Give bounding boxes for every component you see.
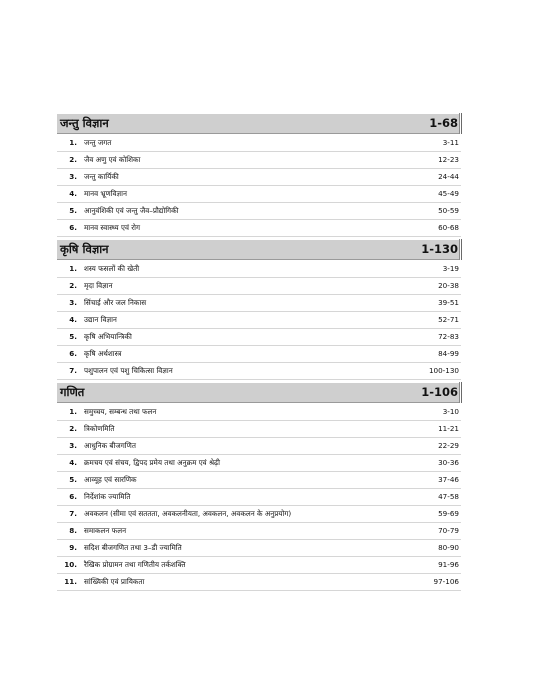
section-tab-marker [459,382,463,403]
toc-entry[interactable] [57,203,461,220]
entry-pages: 84-99 [438,349,459,358]
entry-title: त्रिकोणमिति [84,424,115,433]
entry-number: 5. [69,475,77,484]
section-header [57,383,461,403]
entry-pages: 72-83 [438,332,459,341]
toc-entry[interactable] [57,523,461,540]
toc-entry[interactable] [57,557,461,574]
entry-pages: 50-59 [438,206,459,215]
entry-title: कृषि अर्थशास्त्र [84,349,122,358]
entry-title: निर्देशांक ज्यामिति [84,492,131,501]
toc-entry[interactable] [57,438,461,455]
toc-entry[interactable] [57,312,461,329]
toc-section-zoology [57,114,461,237]
toc-entry[interactable] [57,346,461,363]
entry-title: सांख्यिकी एवं प्रायिकता [84,577,145,586]
entry-title: सिंचाई और जल निकास [84,298,147,307]
entry-title: जन्तु जगत [84,138,112,147]
toc-entry[interactable] [57,295,461,312]
entry-pages: 70-79 [438,526,459,535]
entry-number: 4. [69,458,77,467]
entry-pages: 60-68 [438,223,459,232]
entry-number: 2. [69,424,77,433]
section-header [57,114,461,134]
entry-number: 1. [69,138,77,147]
entry-number: 6. [69,492,77,501]
entry-number: 3. [69,298,77,307]
entry-pages: 12-23 [438,155,459,164]
section-page-range: 1-106 [421,385,458,399]
toc-entry[interactable] [57,574,461,591]
entry-title: शस्य फसलों की खेती [84,264,140,273]
toc-entry[interactable] [57,363,461,380]
entry-pages: 91-96 [438,560,459,569]
toc-entry[interactable] [57,540,461,557]
toc-section-mathematics [57,383,461,591]
entry-pages: 30-36 [438,458,459,467]
entry-number: 1. [69,407,77,416]
entry-pages: 3-10 [442,407,459,416]
entry-number: 7. [69,509,77,518]
entry-title: क्रमचय एवं संचय, द्विपद प्रमेय तथा अनुक्रम एवं श्रेढ़ी [84,458,220,467]
entry-pages: 59-69 [438,509,459,518]
entry-number: 3. [69,441,77,450]
entry-title: मानव भ्रूणविज्ञान [84,189,127,198]
entry-title: जैव अणु एवं कोशिका [84,155,141,164]
entry-title: जन्तु कार्यिकी [84,172,119,181]
toc-entry[interactable] [57,421,461,438]
toc-entry[interactable] [57,329,461,346]
entry-number: 4. [69,315,77,324]
entry-pages: 52-71 [438,315,459,324]
entry-title: मानव स्वास्थ्य एवं रोग [84,223,141,232]
toc-entry[interactable] [57,472,461,489]
entry-pages: 3-19 [442,264,459,273]
entry-pages: 3-11 [442,138,459,147]
entry-title: मृदा विज्ञान [84,281,113,290]
entry-title: रैखिक प्रोग्रामन तथा गणितीय तर्कशक्ति [84,560,186,569]
entry-pages: 20-38 [438,281,459,290]
entry-number: 6. [69,223,77,232]
toc-entry[interactable] [57,220,461,237]
entry-number: 2. [69,155,77,164]
entry-pages: 37-46 [438,475,459,484]
section-title: कृषि विज्ञान [60,242,109,256]
entry-pages: 80-90 [438,543,459,552]
entry-pages: 11-21 [438,424,459,433]
entry-number: 5. [69,206,77,215]
toc-entry[interactable] [57,135,461,152]
entry-title: समाकलन फलन [84,526,127,535]
section-title: जन्तु विज्ञान [60,116,109,130]
entry-title: कृषि अभियान्त्रिकी [84,332,132,341]
section-page-range: 1-130 [421,242,458,256]
entry-number: 4. [69,189,77,198]
section-title: गणित [60,385,85,399]
toc-entry[interactable] [57,152,461,169]
entry-pages: 100-130 [428,366,459,375]
entry-title: सदिश बीजगणित तथा 3–डी ज्यामिति [84,543,182,552]
toc-entry[interactable] [57,278,461,295]
entry-pages: 47-58 [438,492,459,501]
toc-section-agriculture [57,240,461,380]
entry-number: 7. [69,366,77,375]
entry-number: 3. [69,172,77,181]
toc-entry[interactable] [57,455,461,472]
entry-pages: 45-49 [438,189,459,198]
section-tab-marker [459,239,463,260]
entry-pages: 97-106 [433,577,459,586]
entry-number: 10. [64,560,77,569]
entry-title: उद्यान विज्ञान [84,315,117,324]
entry-title: आधुनिक बीजगणित [84,441,136,450]
entry-number: 1. [69,264,77,273]
toc-entry[interactable] [57,489,461,506]
toc-entry[interactable] [57,186,461,203]
entry-number: 6. [69,349,77,358]
entry-title: आव्यूह एवं सारणिक [84,475,137,484]
entry-title: अवकलन (सीमा एवं सततता, अवकलनीयता, अवकलन, अवकलन के अनुप्रयोग) [84,509,292,518]
entry-title: आनुवंशिकी एवं जन्तु जैव–प्रौद्योगिकी [84,206,179,215]
section-tab-marker [459,113,463,134]
section-header [57,240,461,260]
entry-number: 5. [69,332,77,341]
entry-number: 11. [64,577,77,586]
toc-entry[interactable] [57,261,461,278]
entry-number: 9. [69,543,77,552]
entry-title: समुच्चय, सम्बन्ध तथा फलन [84,407,157,416]
entry-number: 2. [69,281,77,290]
toc-entry[interactable] [57,404,461,421]
entry-pages: 22-29 [438,441,459,450]
entry-pages: 24-44 [438,172,459,181]
toc-entry[interactable] [57,506,461,523]
entry-number: 8. [69,526,77,535]
section-page-range: 1-68 [429,116,458,130]
entry-pages: 39-51 [438,298,459,307]
entry-title: पशुपालन एवं पशु चिकित्सा विज्ञान [84,366,173,375]
toc-entry[interactable] [57,169,461,186]
